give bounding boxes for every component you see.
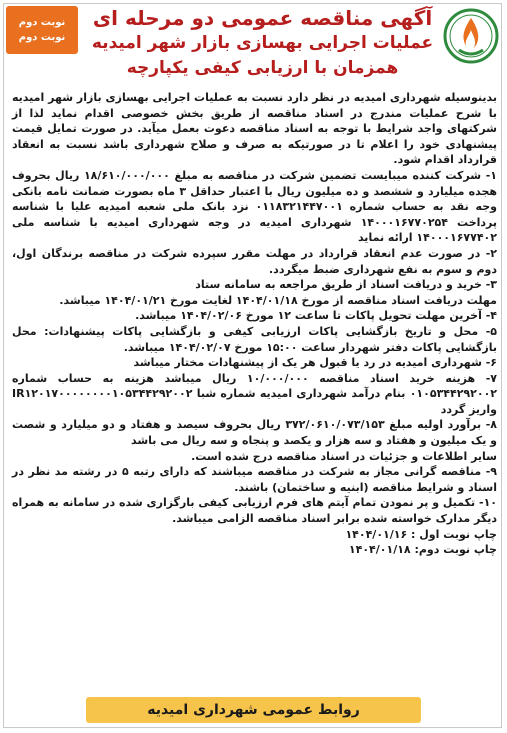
item-9: ۹- مناقصه گرانی مجاز به شرکت در مناقصه میباشند که دارای رتبه ۵ در رشته مد نظر در اسناد و شرایط مناقصه (ابنیه و ساختمان) باشند.: [12, 465, 497, 494]
publish-second: چاپ نوبت دوم: ۱۴۰۴/۰۱/۱۸: [348, 543, 497, 557]
badge-line-1: نوبت دوم: [18, 17, 66, 28]
item-7: ۷- هزینه خرید اسناد مناقصه ۱۰/۰۰۰/۰۰۰ ریال میباشد هزینه به حساب شماره ۰۱۰۵۳۴۴۲۹۲۰۰۲ بنام درآمد شهرداری امیدیه شماره شبا IR۱۲۰۱۷۰۰۰۰۰۰۰۰۱۰۵۳۴۴۲۹۲۰۰۲ واریز گردد: [12, 371, 497, 416]
item-2: ۲- در صورت عدم انعقاد قرارداد در مهلت مقرر سپرده شرکت در مناقصه برندگان اول، دوم و سوم به نفع شهرداری ضبط میگردد.: [12, 246, 497, 276]
publish-first: چاپ نوبت اول : ۱۴۰۴/۰۱/۱۶: [345, 527, 497, 541]
other-info: سایر اطلاعات و جزئیات در اسناد مناقصه درج شده است.: [191, 449, 497, 463]
item-3: ۳- خرید و دریافت اسناد از طریق مراجعه به سامانه ستاد: [195, 278, 497, 292]
item-5: ۵- محل و تاریخ بازگشایی پاکات ارزیابی کیفی و بازگشایی پاکات پیشنهادات: محل بازگشایی پاکات دفتر شهردار ساعت ۱۵:۰۰ مورخ ۱۴۰۴/۰۲/۰۷ میباشد.: [12, 324, 497, 354]
publication-badge: [6, 6, 78, 54]
intro-paragraph: بدینوسیله شهرداری امیدیه در نظر دارد نسبت به عملیات اجرایی بهسازی بازار شهر امیدیه با شرح عملیات مندرج در اسناد مناقصه از طریق بخش خصوصی اقدام نماید لذا از شرکتهای واجد شرایط با توجه به اسناد مناقصه دعوت بعمل میآید. در صورت تمایل قیمت پیشنهادی خود را اعلام تا در صورتیکه به صرف و صلاح شهرداری باشد نسبت به انعقاد قرارداد اقدام شود.: [12, 91, 497, 167]
item-10: ۱۰- تکمیل و پر نمودن تمام آیتم های فرم ارزیابی کیفی بارگزاری شده در سامانه به همراه دیگر مدارک خواسته شده برابر اسناد مناقصه الزامی میباشد.: [12, 496, 497, 526]
badge-line-2: نوبت دوم: [18, 32, 66, 43]
notice-title: [86, 5, 439, 81]
title-line-3: همزمان با ارزیابی کیفی یکپارچه: [126, 58, 399, 78]
item-8: ۸- برآورد اولیه مبلغ ۳۷۲/۰۶۱۰/۰۷۳/۱۵۳ ریال بحروف سیصد و هفتاد و دو میلیارد و شصت و یک میلیون و هفتاد و سه هزار و یکصد و پنجاه و سه ریال می باشد: [12, 418, 497, 448]
item-4: ۴- آخرین مهلت تحویل پاکات تا ساعت ۱۲ مورخ ۱۴۰۴/۰۲/۰۶ میباشد.: [135, 309, 497, 323]
title-line-1: آگهی مناقصه عمومی دو مرحله ای: [92, 6, 433, 30]
item-3-deadline: مهلت دریافت اسناد مناقصه از مورخ ۱۴۰۴/۰۱/۱۸ لغایت مورخ ۱۴۰۴/۰۱/۲۱ میباشد.: [59, 293, 497, 307]
footer-label: روابط عمومی شهرداری امیدیه: [147, 702, 360, 718]
item-1: ۱- شرکت کننده میبایست تضمین شرکت در مناقصه به مبلغ ۱۸/۶۱۰/۰۰۰/۰۰۰ ریال بحروف هجده میلیارد و ششصد و ده میلیون ریال با اعتبار حداقل ۳ ماه بصورت ضمانت نامه بانکی وجه نقد به حساب شماره ۰۱۱۸۳۲۱۴۴۷۰۰۱ نزد بانک ملی شعبه امیدیه علیا با شناسه پرداخت ۱۴۰۰۰۱۶۷۷۰۲۵۴ شهرداری امیدیه در وجه شهرداری امیدیه با شناسه ملی ۱۴۰۰۰۱۶۷۷۴۰۲ ارائه نماید: [12, 168, 498, 245]
item-6: ۶- شهرداری امیدیه در رد یا قبول هر یک از پیشنهادات مختار میباشد: [133, 356, 497, 370]
title-line-2: عملیات اجرایی بهسازی بازار شهر امیدیه: [91, 33, 434, 53]
municipality-logo-icon: [443, 8, 499, 66]
public-relations-footer: [86, 697, 421, 723]
notice-body: [12, 90, 497, 558]
